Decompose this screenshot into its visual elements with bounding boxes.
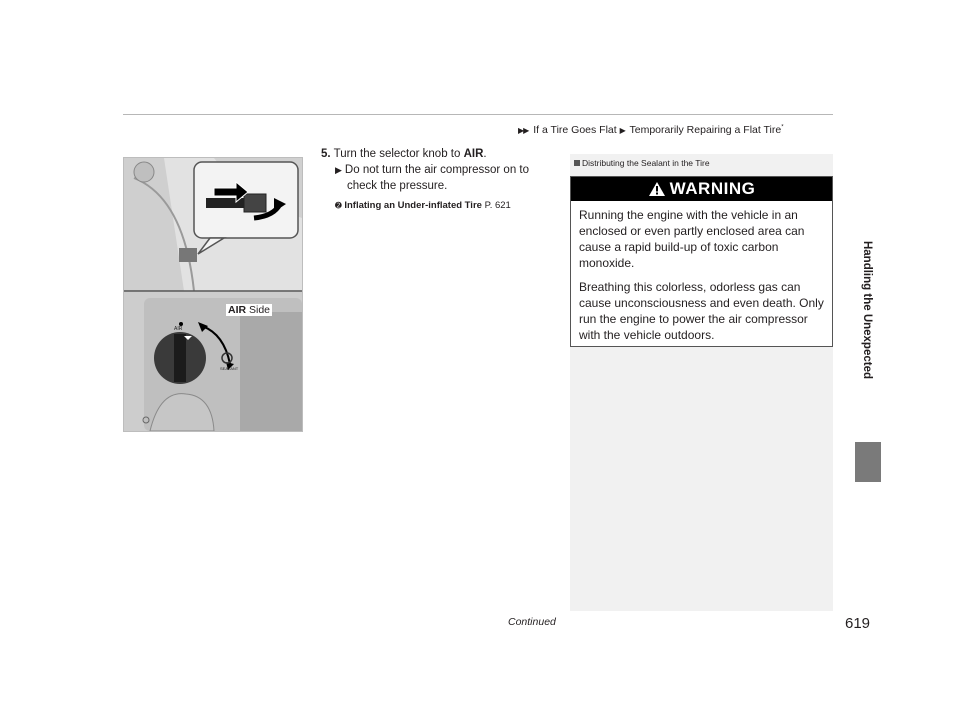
section-tab-label	[852, 160, 882, 460]
knob-label-sealant: SEALANT	[220, 366, 239, 371]
breadcrumb-arrow-icon: ▶	[619, 126, 625, 135]
step-tail: .	[483, 148, 487, 160]
arrow-icon: ▶	[335, 165, 342, 175]
warning-paragraph: Breathing this colorless, odorless gas can cause unconsciousness and even death. Only run the engine to power the air compressor with the vehicle outdoors.	[579, 280, 824, 342]
section-tab-text: Handling the Unexpected	[861, 240, 873, 380]
breadcrumb-item[interactable]: If a Tire Goes Flat	[533, 124, 617, 136]
compressor-illustration	[123, 157, 303, 432]
continued-note: Continued	[508, 616, 556, 628]
breadcrumb	[518, 124, 784, 136]
step-text: Turn the selector knob to	[333, 148, 464, 160]
cross-reference-link[interactable]	[335, 198, 561, 214]
warning-label: WARNING	[669, 179, 756, 198]
warning-paragraph: Running the engine with the vehicle in an enclosed or even partly enclosed area can cause a rapid build-up of toxic carbon monoxide.	[579, 208, 805, 270]
sidebar-title	[574, 158, 710, 168]
info-sidebar	[570, 154, 833, 611]
reference-icon: ➋	[335, 201, 342, 210]
breadcrumb-arrow-icon: ▶▶	[518, 126, 529, 135]
section-tab-marker	[855, 442, 881, 482]
step-number: 5.	[321, 148, 331, 160]
page-number: 619	[845, 615, 871, 632]
footnote-mark: *	[781, 124, 784, 131]
air-side-label-text: Side	[246, 304, 271, 316]
breadcrumb-item[interactable]: Temporarily Repairing a Flat Tire	[629, 124, 782, 136]
knob-label-air: AIR	[174, 326, 183, 332]
ref-title[interactable]: Inflating an Under-inflated Tire	[344, 200, 482, 211]
warning-header	[571, 177, 832, 201]
header-rule	[123, 114, 833, 115]
illustration-graphic	[124, 158, 302, 431]
warning-box	[570, 176, 833, 347]
air-side-label	[226, 304, 272, 316]
ref-page[interactable]: P. 621	[484, 200, 511, 211]
note-icon	[574, 160, 580, 166]
warning-triangle-icon	[648, 181, 666, 197]
step-5	[321, 146, 561, 214]
air-side-label-bold: AIR	[228, 304, 247, 316]
sidebar-title-text: Distributing the Sealant in the Tire	[582, 158, 710, 168]
step-sub-line1: Do not turn the air compressor on to	[344, 164, 530, 176]
step-bold: AIR	[463, 148, 484, 160]
step-sub-line2: check the pressure.	[347, 180, 448, 192]
